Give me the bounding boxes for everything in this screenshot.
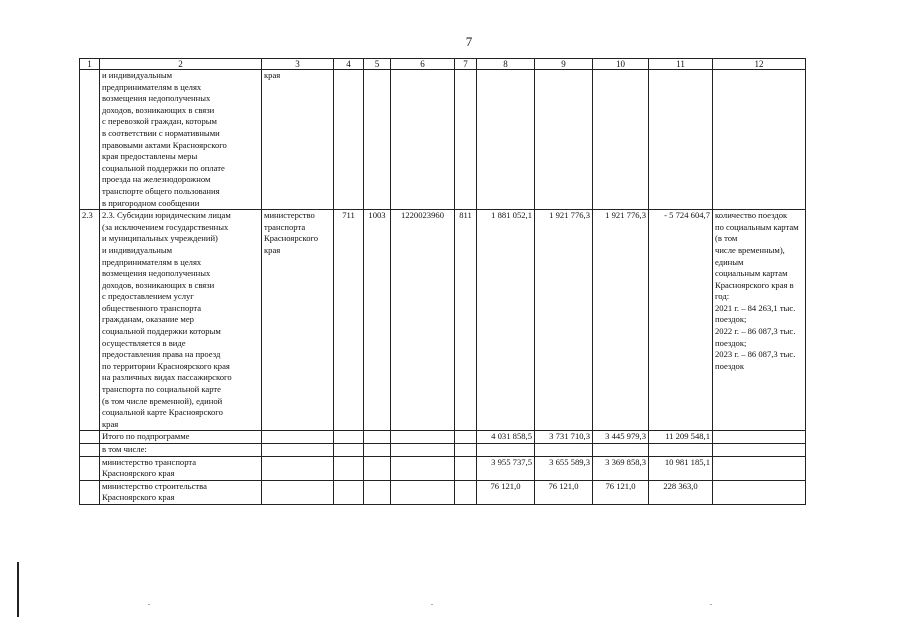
amount-total-value: 5 724 604,7 — [669, 210, 710, 221]
total-sum: 11 209 548,1 — [649, 431, 713, 444]
header-cell: 9 — [535, 59, 593, 70]
expected-result: количество поездок по социальным картам (в том числе временным), единым социальным картам Красноярского края в год: 2021 г. – 84 263,1 тыс. поездок; 2022 г. – 86 087,3 тыс. поездок; 2023 г. – 86 087,3 тыс. поездок — [713, 210, 806, 431]
grbs-code: 711 — [334, 210, 364, 431]
expense-type-code: 811 — [455, 210, 477, 431]
header-cell: 3 — [262, 59, 334, 70]
section-code: 1003 — [364, 210, 391, 431]
executor-cell: министерство транспорта Красноярского края — [262, 210, 334, 431]
ministry-construction-row — [80, 480, 806, 504]
transport-total: 10 981 185,1 — [649, 456, 713, 480]
amount-2022: 1 921 776,3 — [535, 210, 593, 431]
header-cell: 1 — [80, 59, 100, 70]
total-row — [80, 431, 806, 444]
total-label: Итого по подпрограмме — [100, 431, 262, 444]
amount-total: - 5 724 604,7 — [649, 210, 713, 431]
header-cell: 10 — [593, 59, 649, 70]
header-cell: 2 — [100, 59, 262, 70]
measure-description: и индивидуальным предпринимателям в целях возмещения недополученных доходов, возникающих в связи с перевозкой граждан, которым в соответствии с нормативными правовыми актами Красноярского края предоставлены меры социальной поддержки по оплате проезда на железнодорожном транспорте общего пользования в пригородном сообщении — [100, 70, 262, 210]
amount-2021: 1 881 052,1 — [477, 210, 535, 431]
construction-total: 228 363,0 — [649, 480, 713, 504]
measure-row-2-3 — [80, 210, 806, 431]
row-number: 2.3 — [80, 210, 100, 431]
construction-2021: 76 121,0 — [477, 480, 535, 504]
amount-2023: 1 921 776,3 — [593, 210, 649, 431]
ministry-construction-label: министерство строительства Красноярского края — [100, 480, 262, 504]
including-row — [80, 444, 806, 457]
total-2021: 4 031 858,5 — [477, 431, 535, 444]
measure-description: 2.3. Субсидии юридическим лицам (за исключением государственных и муниципальных учреждений) и индивидуальным предпринимателям в целях возмещения недополученных доходов, возникающих в связи с предоставлением услуг общественного транспорта гражданам, оказание мер социальной поддержки которым осуществляется в виде предоставления права на проезд по территории Красноярского края на различных видах пассажирского транспорта по социальной карте (в том числе временной), единой социальной карте Красноярского края — [100, 210, 262, 431]
construction-2023: 76 121,0 — [593, 480, 649, 504]
including-label: в том числе: — [100, 444, 262, 457]
scan-speck — [148, 604, 150, 605]
transport-2021: 3 955 737,5 — [477, 456, 535, 480]
executor-cell: края — [262, 70, 334, 210]
construction-2022: 76 121,0 — [535, 480, 593, 504]
scan-speck — [710, 604, 712, 605]
header-cell: 12 — [713, 59, 806, 70]
header-cell: 7 — [455, 59, 477, 70]
total-2022: 3 731 710,3 — [535, 431, 593, 444]
continuation-row — [80, 70, 806, 210]
transport-2023: 3 369 858,3 — [593, 456, 649, 480]
scan-speck — [431, 604, 433, 605]
target-item-code: 1220023960 — [391, 210, 455, 431]
header-row — [80, 59, 806, 70]
ministry-transport-label: министерство транспорта Красноярского края — [100, 456, 262, 480]
header-cell: 6 — [391, 59, 455, 70]
total-2023: 3 445 979,3 — [593, 431, 649, 444]
transport-2022: 3 655 589,3 — [535, 456, 593, 480]
header-cell: 8 — [477, 59, 535, 70]
header-cell: 5 — [364, 59, 391, 70]
ministry-transport-row — [80, 456, 806, 480]
header-cell: 11 — [649, 59, 713, 70]
page-number: 7 — [465, 34, 473, 49]
header-cell: 4 — [334, 59, 364, 70]
program-table — [79, 58, 806, 505]
scan-margin-line — [17, 562, 19, 617]
